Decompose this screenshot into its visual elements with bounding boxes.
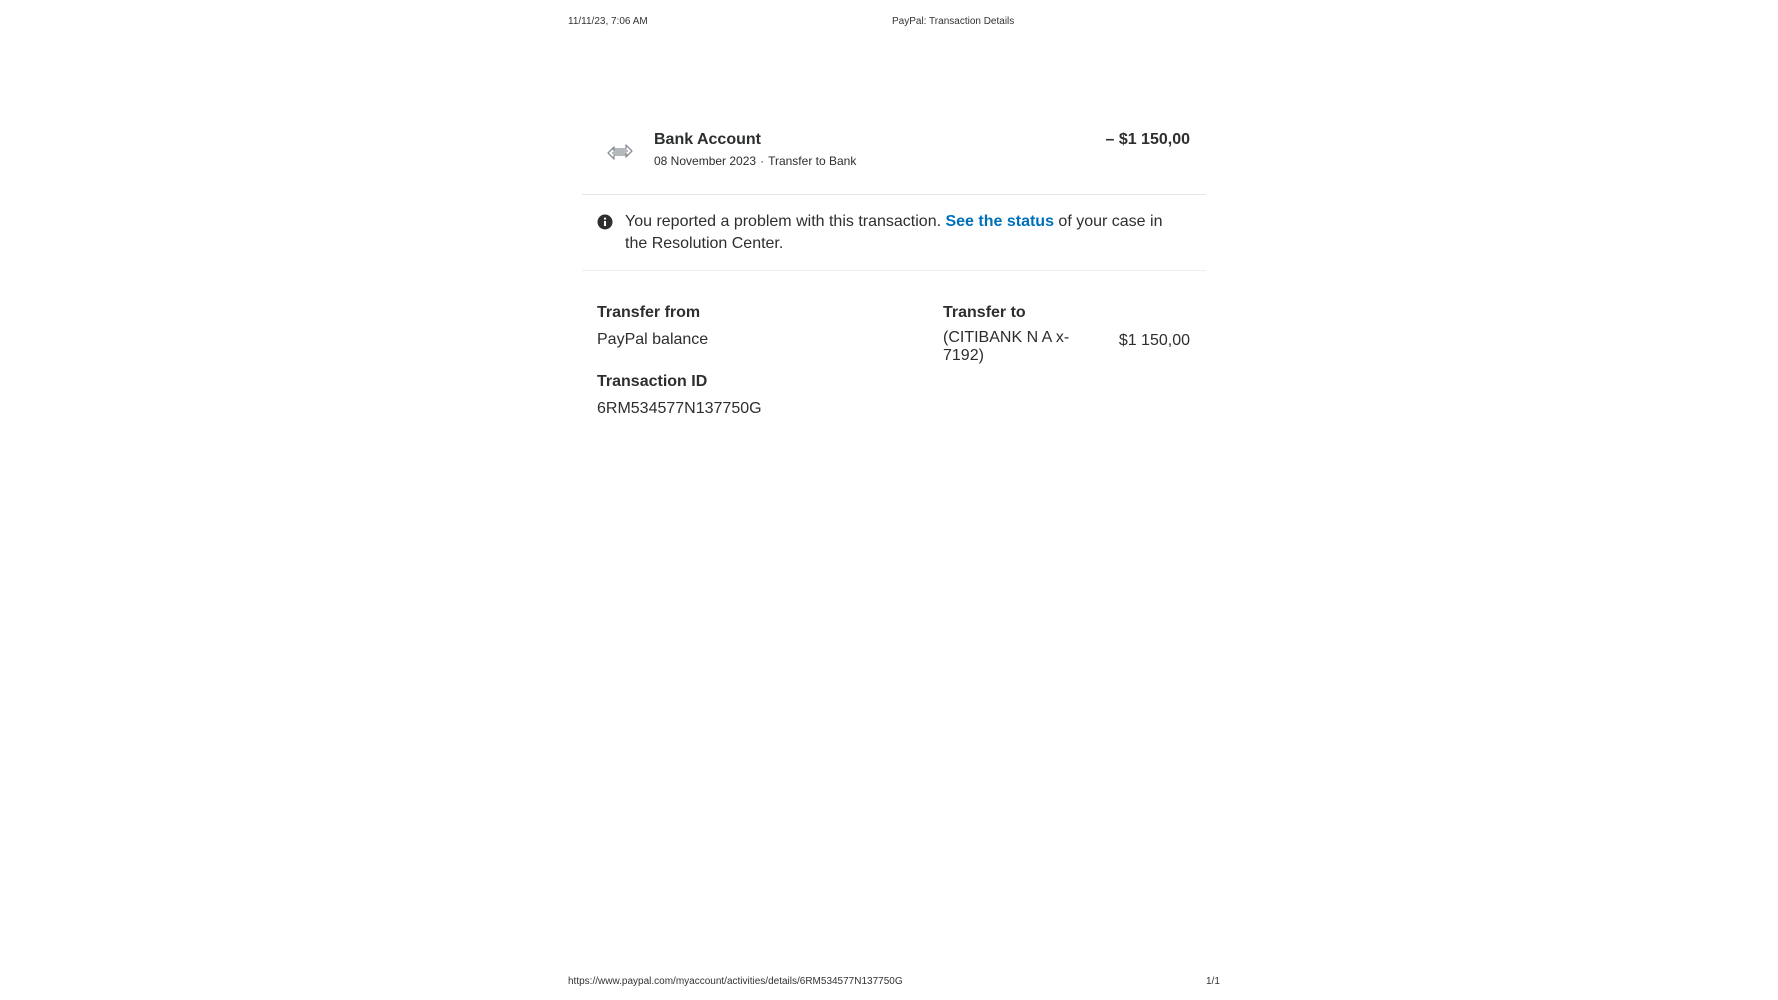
notice-text [625,211,1185,255]
transaction-type: Transfer to Bank [768,154,857,168]
transaction-summary [582,118,1206,195]
transaction-id-label: Transaction ID [597,373,708,390]
counterparty-name: Bank Account [654,131,761,148]
transaction-id-value: 6RM534577N137750G [597,400,762,417]
transaction-date: 08 November 2023 [654,154,757,168]
transaction-amount: – $1 150,00 [1105,131,1190,148]
transfer-from-value: PayPal balance [597,331,709,348]
info-icon [597,214,613,230]
notice-text-start: You reported a problem with this transaction. [625,213,946,230]
notice-text-end: of your case in the Resolution Center. [625,213,1163,252]
see-status-link[interactable]: See the status [945,213,1054,230]
transfer-to-label: Transfer to [943,304,1026,321]
print-url: https://www.paypal.com/myaccount/activities/details/6RM534577N137750G [568,976,903,987]
problem-notice [582,195,1206,271]
transfer-to-amount: $1 150,00 [1118,332,1190,349]
transaction-details-card [582,118,1206,431]
transaction-subtitle [654,154,856,168]
print-date: 11/11/23, 7:06 AM [568,16,648,27]
transfer-to-value: (CITIBANK N A x-7192) [943,329,1070,364]
transfer-arrows-icon [606,138,634,166]
separator-dot: · [760,154,765,168]
print-page-number: 1/1 [1206,976,1220,987]
transfer-details [582,271,1206,431]
print-page-title: PayPal: Transaction Details [892,16,1015,27]
transfer-from-label: Transfer from [597,304,701,321]
